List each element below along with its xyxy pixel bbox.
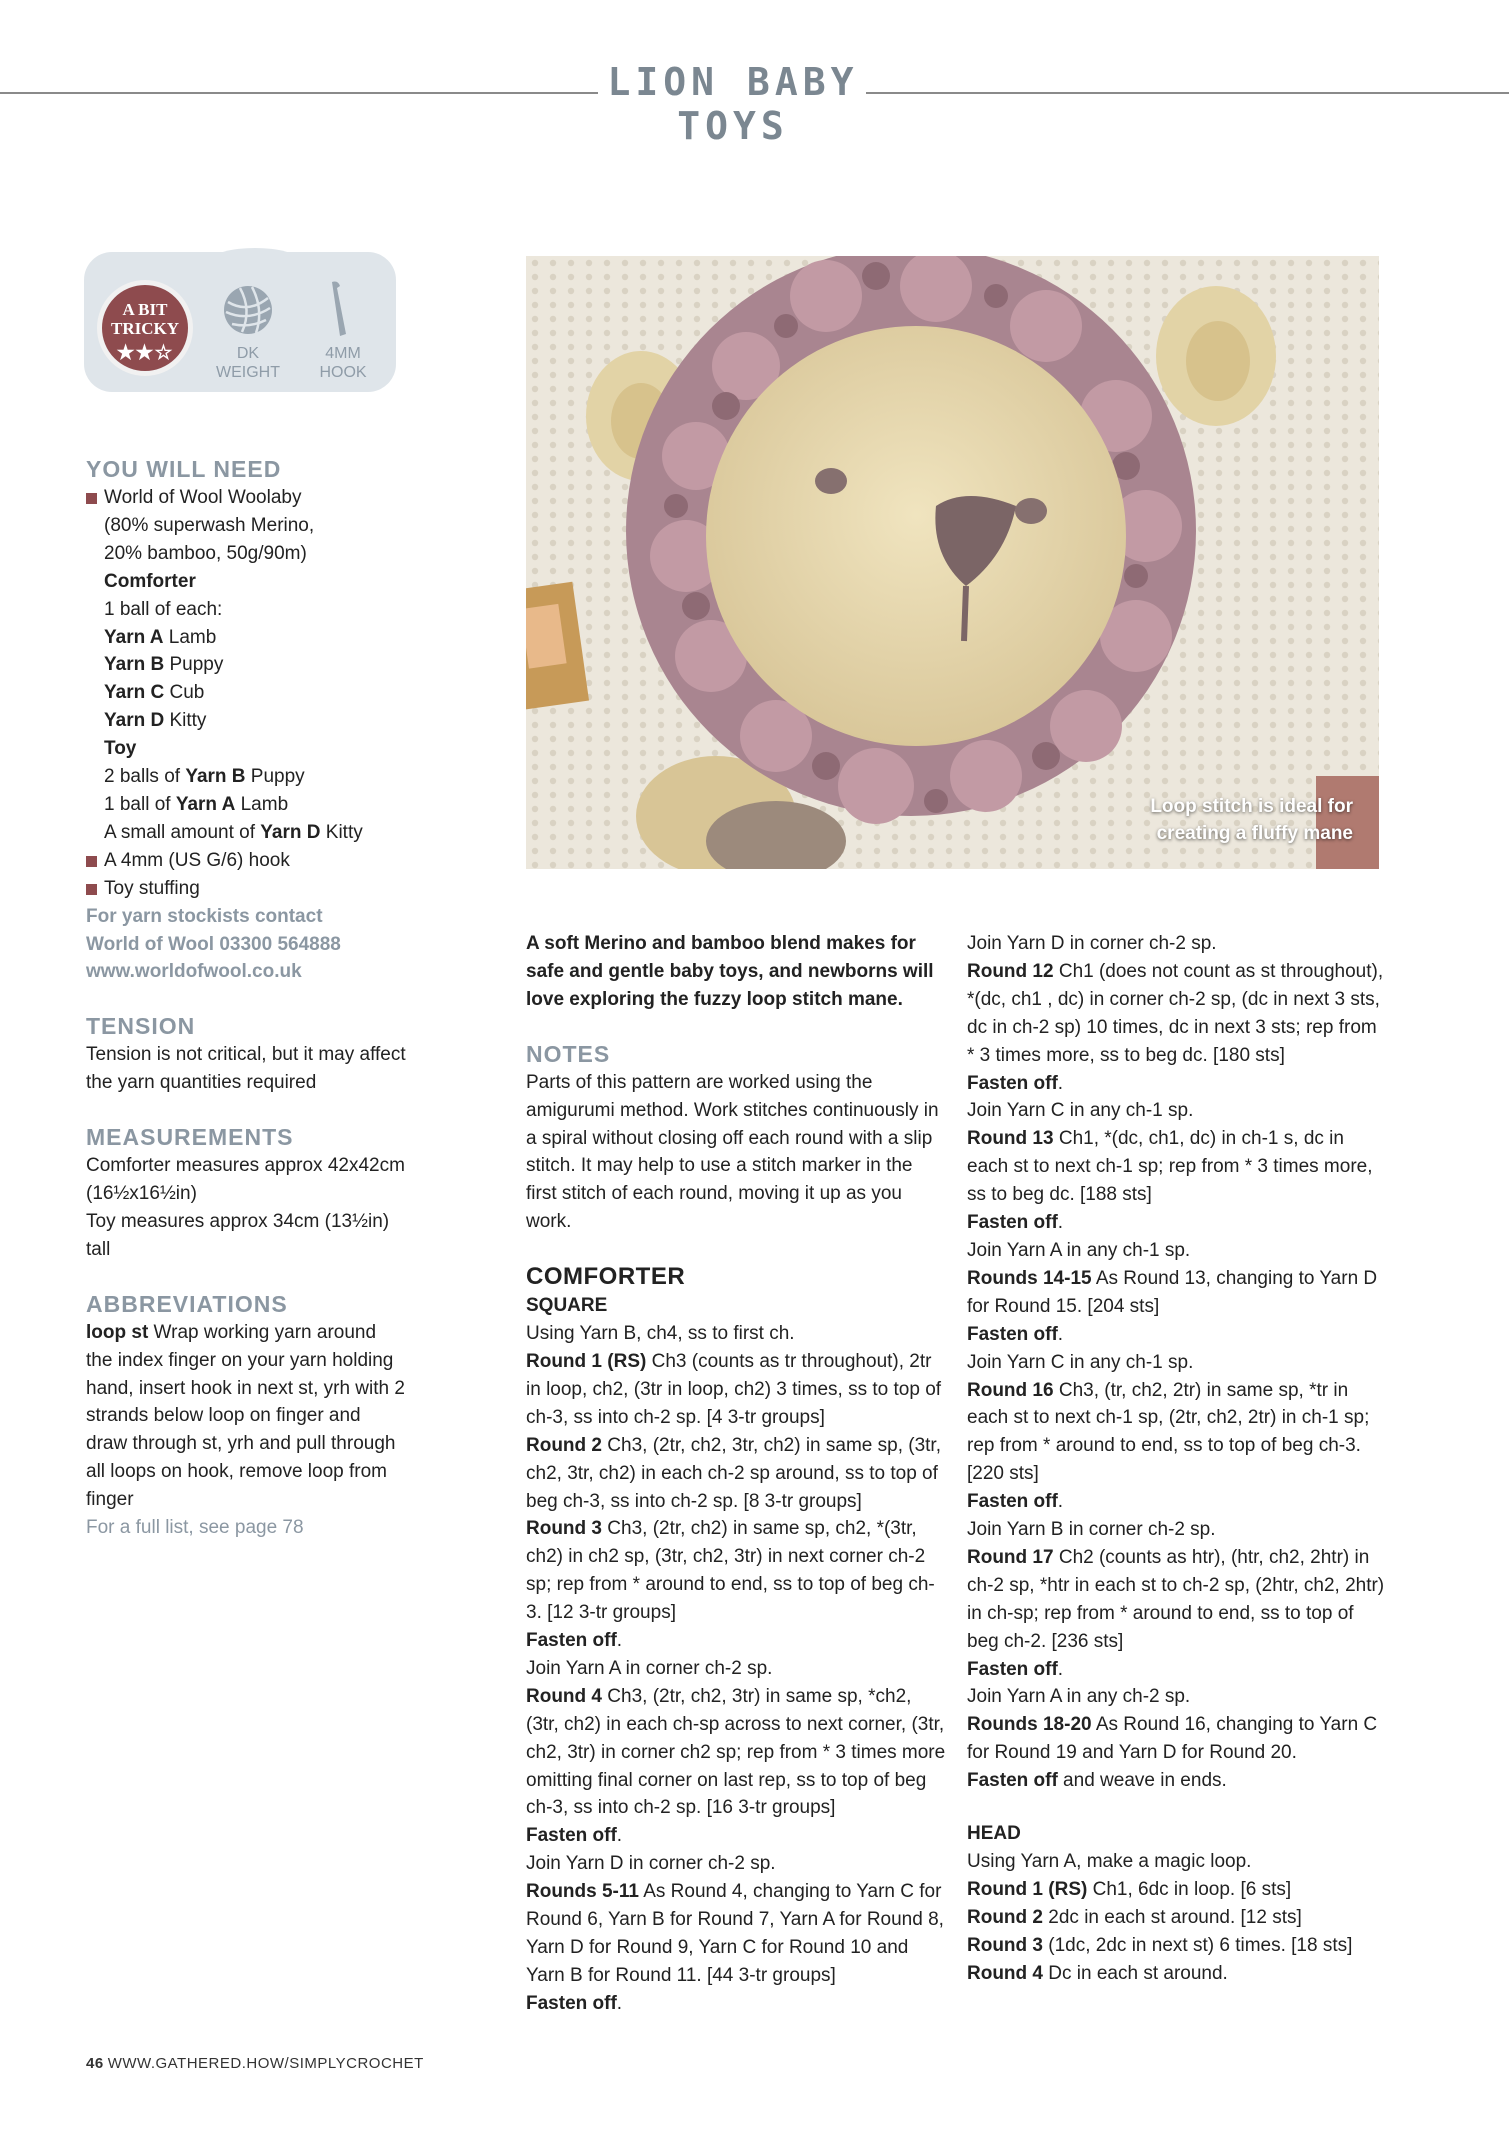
caption-line: creating a fluffy mane [1156,823,1353,844]
notes-title: NOTES [526,1040,611,1067]
page-number: 46 [86,2055,104,2072]
round-instruction [526,1878,946,1990]
page-title: LION BABY TOYS [607,60,859,148]
round-instruction [967,1904,1387,1932]
instruction-line: Join Yarn C in any ch-1 sp. [967,1351,1194,1373]
lion-toy-photo [526,256,1379,869]
yarn-c-color: Cub [164,682,205,704]
pattern-column-left [526,930,946,2018]
notes-body: Parts of this pattern are worked using the amigurumi method. Work stitches continuously in a spiral without closing off each round with a slip stitch. It may help to use a stitch marker in the first stitch of each round, moving it up as you work. [526,1071,939,1233]
fasten-off-line [967,1488,1387,1516]
round-label: Rounds 5-11 [526,1881,639,1903]
round-label: Rounds 14-15 [967,1267,1092,1289]
caption-line: Loop stitch is ideal for [1150,796,1353,817]
difficulty-stars: ★★☆ [116,342,174,364]
spacer [86,1097,406,1122]
spacer [526,1236,946,1261]
instruction-line: Join Yarn B in corner ch-2 sp. [967,1519,1216,1541]
fasten-off-label: Fasten off [967,1323,1058,1345]
toy-item: A small amount of [104,821,261,843]
crochet-hook-icon [322,280,354,343]
round-instruction [526,1432,946,1516]
yarn-ball-icon [222,284,274,341]
tension-title: TENSION [86,1013,196,1040]
toy-item: 1 ball of [104,793,176,815]
full-list-link[interactable]: For a full list, see page 78 [86,1517,304,1539]
stockists-url[interactable]: www.worldofwool.co.uk [86,961,302,983]
round-text: (1dc, 2dc in next st) 6 times. [18 sts] [1043,1934,1353,1956]
round-instruction [967,1377,1387,1489]
round-text: Ch1 (does not count as st throughout), *(dc, ch1 , dc) in corner ch-2 sp, (dc in next 3 sts, dc in ch-2 sp) 10 times, dc in next 3 sts; rep from * 3 times more, ss to beg dc. [180 sts] [967,960,1384,1066]
round-text: As Round 13, changing to Yarn D for Round 15. [204 sts] [967,1267,1378,1317]
pattern-column-right [967,930,1387,1988]
spacer [526,1014,946,1039]
round-label: Round 2 [526,1434,602,1456]
yarn-b-color: Puppy [164,654,224,676]
punctuation: . [1057,1072,1064,1094]
instruction-line: Join Yarn A in any ch-2 sp. [967,1686,1191,1708]
abbreviations-title: ABBREVIATIONS [86,1290,288,1317]
abbreviation-term: loop st [86,1321,149,1343]
fasten-off-label: Fasten off [967,1212,1058,1234]
punctuation: . [1057,1491,1064,1513]
punctuation: . [616,1992,623,2014]
you-will-need-title: YOU WILL NEED [86,456,282,482]
round-instruction [967,1932,1387,1960]
toy-item-yarn: Yarn B [185,766,246,788]
round-instruction [967,1876,1387,1904]
punctuation: . [616,1825,623,1847]
instruction-line: Using Yarn B, ch4, ss to first ch. [526,1323,795,1345]
dk-weight-label [208,344,288,382]
fasten-off-line [526,1627,946,1655]
round-instruction [967,958,1387,1070]
round-label: Round 4 [526,1685,602,1707]
round-text: Dc in each st around. [1043,1962,1228,1984]
toy-item: Puppy [245,766,305,788]
fasten-off-line [526,1990,946,2018]
hook-line-2: HOOK [319,364,367,381]
list-item [86,875,406,903]
round-label: Round 2 [967,1906,1043,1928]
punctuation: . [1057,1323,1064,1345]
stockists-line: For yarn stockists contact [86,905,323,927]
stockists-line: World of Wool 03300 564888 [86,933,341,955]
difficulty-line-2: TRICKY [110,319,179,338]
round-text: As Round 4, changing to Yarn C for Round 6, Yarn B for Round 7, Yarn A for Round 8, Yarn D for Round 9, Yarn C for Round 10 and Yarn B for Round 11. [44 3-tr groups] [526,1881,944,1986]
fasten-off-line [967,1767,1387,1795]
weight-line-1: DK [236,345,260,362]
round-instruction [967,1544,1387,1656]
toy-item: Kitty [320,821,363,843]
fasten-off-label: Fasten off [967,1072,1058,1094]
fasten-off-label: Fasten off [526,1825,617,1847]
bullet-square-icon [86,493,97,504]
bullet-square-icon [86,884,97,895]
round-text: and weave in ends. [1057,1770,1227,1792]
round-label: Round 1 (RS) [967,1878,1088,1900]
round-text: Ch1, 6dc in loop. [6 sts] [1087,1878,1292,1900]
spacer [967,1795,1387,1820]
yarn-b-label: Yarn B [104,654,165,676]
intro-text: A soft Merino and bamboo blend makes for safe and gentle baby toys, and newborns will love exploring the fuzzy loop stitch mane. [526,933,934,1010]
yarn-a-color: Lamb [163,626,217,648]
difficulty-line-1: A BIT [122,300,168,319]
instruction-line: Join Yarn D in corner ch-2 sp. [967,933,1217,954]
fasten-off-label: Fasten off [967,1658,1058,1680]
punctuation: . [1057,1212,1064,1234]
spacer [86,986,406,1011]
comforter-label: Comforter [104,570,196,592]
fasten-off-label: Fasten off [526,1630,617,1652]
round-label: Round 3 [526,1518,602,1540]
punctuation: . [616,1630,623,1652]
round-instruction [526,1515,946,1627]
toy-item-yarn: Yarn A [175,793,236,815]
yarn-spec: 20% bamboo, 50g/90m) [104,542,307,564]
hook-size-label [303,344,383,382]
fasten-off-line [967,1209,1387,1237]
instruction-line: Join Yarn C in any ch-1 sp. [967,1100,1194,1122]
difficulty-badge [97,280,193,376]
abbreviation-entry [86,1319,406,1514]
round-text: Ch3, (2tr, ch2, 3tr) in same sp, *ch2, (3tr, ch2) in each ch-sp across to next corner, (3tr, ch2, 3tr) in corner ch2 sp; rep from * 3 times more omitting final corner on last rep, ss to top of beg ch-3, ss into ch-2 sp. [16 3-tr groups] [526,1685,946,1819]
fasten-off-line [967,1070,1387,1098]
toy-item: 2 balls of [104,766,186,788]
header-rule-right [866,92,1509,94]
round-text: 2dc in each st around. [12 sts] [1043,1906,1302,1928]
round-instruction [967,1960,1387,1988]
round-text: Ch1, *(dc, ch1, dc) in ch-1 s, dc in each st to next ch-1 sp; rep from * 3 times more, ss to beg dc. [188 sts] [967,1128,1373,1206]
page-footer [86,2055,424,2072]
hook-item: A 4mm (US G/6) hook [104,849,290,871]
list-item [86,847,406,875]
round-text: Ch3 (counts as tr throughout), 2tr in loop, ch2, (3tr in loop, ch2) 3 times, ss to top of ch-3, ss into ch-2 sp. [4 3-tr groups] [526,1350,942,1428]
fasten-off-label: Fasten off [967,1770,1058,1792]
round-text: Ch3, (tr, ch2, 2tr) in same sp, *tr in each st to next ch-1 sp, (2tr, ch2, 2tr) in ch-1 sp; rep from * around to end, ss to top of beg ch-3. [220 sts] [967,1379,1370,1485]
punctuation: . [1057,1658,1064,1680]
fasten-off-label: Fasten off [967,1491,1058,1513]
round-text: Ch2 (counts as htr), (htr, ch2, 2htr) in ch-2 sp, *htr in each st to ch-2 sp, (2htr, ch2, 2htr) in ch-sp; rep from * around to end, ss to top of beg ch-2. [236 sts] [967,1546,1385,1652]
yarn-a-label: Yarn A [104,626,164,648]
round-label: Round 12 [967,960,1054,982]
abbreviation-definition: Wrap working yarn around the index finger on your yarn holding hand, insert hook in next st, yrh with 2 strands below loop on finger and draw through st, yrh and pull through all loops on hook, remove loop from finger [86,1321,405,1511]
fasten-off-line [526,1822,946,1850]
round-instruction [967,1711,1387,1767]
footer-url[interactable]: WWW.GATHERED.HOW/SIMPLYCROCHET [107,2055,424,2072]
round-text: Ch3, (2tr, ch2) in same sp, ch2, *(3tr, ch2) in ch2 sp, (3tr, ch2, 3tr) in next corner ch-2 sp; rep from * around to end, ss to top of beg ch-3. [12 3-tr groups] [526,1518,935,1624]
round-instruction [967,1265,1387,1321]
round-label: Round 17 [967,1546,1054,1568]
yarn-d-color: Kitty [164,710,207,732]
sidebar [86,454,406,1542]
round-label: Round 4 [967,1962,1043,1984]
round-label: Round 1 (RS) [526,1350,647,1372]
measurements-line: Toy measures approx 34cm (13½in) tall [86,1210,390,1260]
list-item [86,484,406,847]
measurements-line: Comforter measures approx 42x42cm (16½x16½in) [86,1155,405,1205]
toy-label: Toy [104,738,137,760]
round-text: Ch3, (2tr, ch2, 3tr, ch2) in same sp, (3tr, ch2, 3tr, ch2) in each ch-2 sp around, ss to top of beg ch-3, ss into ch-2 sp. [8 3-tr groups] [526,1434,941,1512]
comforter-title: COMFORTER [526,1263,686,1291]
instruction-line: Join Yarn A in corner ch-2 sp. [526,1657,773,1679]
instruction-line: Join Yarn D in corner ch-2 sp. [526,1853,776,1875]
spacer [86,1264,406,1289]
fasten-off-line [967,1321,1387,1349]
yarn-d-label: Yarn D [104,710,165,732]
round-label: Rounds 18-20 [967,1714,1092,1736]
yarn-name: World of Wool Woolaby [104,487,302,508]
fasten-off-label: Fasten off [526,1992,617,2014]
stuffing-item: Toy stuffing [104,877,200,899]
hook-line-1: 4MM [325,345,361,362]
square-title: SQUARE [526,1295,608,1317]
head-title: HEAD [967,1823,1021,1845]
measurements-title: MEASUREMENTS [86,1124,294,1151]
weight-line-2: WEIGHT [216,364,280,381]
yarn-c-label: Yarn C [104,682,165,704]
photo-caption [1150,793,1353,847]
round-instruction [526,1683,946,1823]
round-label: Round 16 [967,1379,1054,1401]
comforter-qty: 1 ball of each: [104,598,223,620]
instruction-line: Using Yarn A, make a magic loop. [967,1851,1252,1872]
tension-body: Tension is not critical, but it may affect the yarn quantities required [86,1044,406,1094]
toy-item-yarn: Yarn D [260,821,321,843]
round-text: As Round 16, changing to Yarn C for Round 19 and Yarn D for Round 20. [967,1714,1378,1764]
round-label: Round 13 [967,1128,1054,1150]
toy-item: Lamb [235,793,289,815]
round-instruction [526,1348,946,1432]
round-instruction [967,1125,1387,1209]
fasten-off-line [967,1656,1387,1684]
instruction-line: Join Yarn A in any ch-1 sp. [967,1239,1191,1261]
round-label: Round 3 [967,1934,1043,1956]
bullet-square-icon [86,856,97,867]
header-rule-left [0,92,598,94]
yarn-spec: (80% superwash Merino, [104,514,315,536]
